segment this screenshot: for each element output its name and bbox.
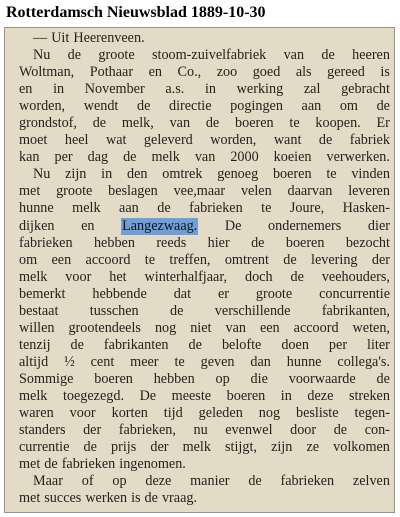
article-word: van [225, 319, 246, 336]
article-word: dier [367, 217, 390, 234]
article-word: hebben [93, 234, 135, 251]
article-word: Maar [33, 473, 63, 490]
article-word: Nu [33, 166, 51, 183]
article-line [19, 337, 390, 354]
article-word: manier [190, 473, 230, 490]
article-word: de [157, 200, 171, 217]
article-word: geleverd [143, 132, 193, 149]
article-word: willen [19, 319, 55, 336]
article-word: heeren [352, 47, 390, 64]
article-word: tusschen [89, 302, 139, 319]
article-word: genoeg [217, 166, 259, 183]
article-word: een [51, 251, 72, 268]
highlighted-word: Langezwaag. [122, 217, 198, 234]
article-word: te [144, 251, 156, 268]
article-word: Co., [177, 64, 202, 81]
article-word: de [290, 268, 304, 285]
article-word: accoord [85, 251, 131, 268]
article-word: korten [111, 405, 148, 422]
article-word: de [376, 370, 390, 387]
article-word: er [217, 285, 229, 302]
article-word: de [44, 456, 58, 473]
article-word: per [54, 149, 73, 166]
article-word: zijn [271, 439, 293, 456]
article-word: waren [19, 405, 54, 422]
article-word: moet [19, 132, 48, 149]
article-word: zal [303, 81, 321, 98]
article-word: in [280, 387, 292, 404]
article-word: zoo [216, 64, 238, 81]
article-word: bemerkt [19, 285, 66, 302]
article-line [19, 490, 390, 507]
article-word: hebbende [92, 285, 147, 302]
article-word: Nu [33, 47, 51, 64]
article-word: op [215, 370, 230, 387]
article-word: omtrent [224, 251, 269, 268]
article-word: boeren [235, 115, 274, 132]
article-word: daarvan [287, 183, 333, 200]
article-word: ze [306, 439, 320, 456]
article-word: boeren [226, 387, 266, 404]
article-line [19, 166, 390, 183]
article-line [19, 303, 390, 320]
article-word: de [123, 149, 137, 166]
article-word: liter [367, 336, 390, 353]
article-word: nu [193, 422, 208, 439]
article-word: boeren [272, 166, 312, 183]
article-word: Uit [51, 30, 70, 46]
article-line [19, 371, 390, 388]
article-word: reeds [156, 234, 187, 251]
article-word: omtrek [162, 166, 203, 183]
article-word: tegen- [354, 405, 390, 422]
article-word: werking [236, 81, 284, 98]
article-word: doen [281, 336, 309, 353]
article-word: fabriek [349, 132, 390, 149]
article-word: de [205, 115, 220, 132]
article-word: de [67, 47, 82, 64]
article-word: treffen, [169, 251, 211, 268]
article-word: melk [19, 387, 48, 404]
article-word: velen [240, 183, 272, 200]
article-word: De [224, 217, 242, 234]
article-word: Pothaar [89, 64, 134, 81]
page-title: Rotterdamsch Nieuwsblad 1889-10-30 [6, 4, 266, 21]
article-word: veehouders, [321, 268, 390, 285]
article-word: de [136, 98, 151, 115]
article-word: want [273, 132, 302, 149]
article-word: groote [56, 183, 93, 200]
article-word: fabrikanten [103, 336, 169, 353]
article-word: met [19, 490, 41, 507]
article-word: den [126, 166, 148, 183]
article-word: worden, [210, 132, 257, 149]
article-word: wendt [83, 98, 119, 115]
article-word: toegezegd. [62, 387, 124, 404]
article-line [19, 64, 390, 81]
article-word: ½ [64, 353, 75, 370]
article-word: zijn [65, 166, 87, 183]
article-word: koopen. [315, 115, 361, 132]
article-word: de [251, 234, 265, 251]
article-word: melk [19, 268, 48, 285]
article-word: collega's. [337, 353, 390, 370]
article-word: dijken [19, 217, 55, 234]
article-word: in [101, 166, 113, 183]
article-word: tenzij [19, 336, 51, 353]
article-line [19, 235, 390, 252]
article-word: om [19, 251, 38, 268]
article-word: streken [348, 387, 390, 404]
article-word: groote [255, 285, 293, 302]
article-word: hier [207, 234, 230, 251]
article-word: dan [250, 353, 271, 370]
article-word: stijgt, [225, 439, 257, 456]
article-word: volkomen [333, 439, 390, 456]
article-line [19, 388, 390, 405]
article-word: vraag. [161, 490, 198, 507]
article-word: door [290, 422, 317, 439]
article-word: doch [244, 268, 273, 285]
article-word: vinden [351, 166, 390, 183]
article-word: te [289, 115, 300, 132]
article-word: directie [168, 98, 212, 115]
article-word: en [148, 64, 162, 81]
article-word: is [131, 490, 141, 507]
article-word: bezocht [345, 234, 390, 251]
article-word: de [70, 336, 84, 353]
article-word: tijd [163, 405, 183, 422]
article-word: 2000 [230, 149, 259, 166]
article-word: bestaat [19, 302, 59, 319]
article-line [19, 422, 390, 439]
article-word: Heerenveen. [73, 30, 145, 46]
article-word: evenwel [225, 422, 273, 439]
article-word: prijs [111, 439, 137, 456]
article-line [19, 115, 390, 132]
article-word: kan [19, 149, 40, 166]
article-word: deze [145, 473, 172, 490]
article-line [19, 30, 390, 47]
article-word: meer [130, 353, 159, 370]
article-word: koeien [273, 149, 312, 166]
article-word: hunne [286, 353, 322, 370]
article-line [19, 47, 390, 64]
article-word: in [53, 81, 65, 98]
article-word: der [150, 439, 169, 456]
article-word: ingenomen. [119, 456, 186, 473]
article-line [19, 473, 390, 490]
article-word: winterhalfjaar, [144, 268, 228, 285]
article-word: fabrieken [19, 234, 73, 251]
article-word: geleden [198, 405, 243, 422]
article-word: November [84, 81, 145, 98]
article-word: con- [364, 422, 390, 439]
article-word: meeste [171, 387, 212, 404]
newspaper-clipping [4, 27, 395, 513]
article-word: aan [301, 98, 322, 115]
article-word: te [326, 166, 337, 183]
article-word: deze [307, 387, 334, 404]
article-word: besliste [295, 405, 339, 422]
article-word: grondstof, [19, 115, 77, 132]
article-word: geven [200, 353, 235, 370]
article-word: verwerken. [326, 149, 390, 166]
article-word: accoord [293, 319, 339, 336]
article-word: is [380, 64, 390, 81]
article-word: groote [98, 47, 135, 64]
article-word: beslagen [108, 183, 158, 200]
article-line [19, 405, 390, 422]
article-word: werken [85, 490, 128, 507]
article-line [19, 98, 390, 115]
article-word: fabrieken, [118, 422, 176, 439]
article-word: de [333, 422, 348, 439]
article-word: gereed [327, 64, 365, 81]
article-word: wat [105, 132, 127, 149]
article-word: boeren [285, 234, 325, 251]
article-word: de [318, 132, 333, 149]
article-line [19, 183, 390, 200]
article-word: van [194, 149, 216, 166]
article-word: niet [190, 319, 212, 336]
article-word: melk [72, 200, 101, 217]
article-word: verschillende [214, 302, 291, 319]
article-word: leveren [348, 183, 390, 200]
article-word: altijd [19, 353, 49, 370]
article-word: Er [376, 115, 390, 132]
article-word: De [139, 387, 157, 404]
article-word: te [174, 353, 185, 370]
article-word: en [19, 81, 33, 98]
article-word: ondernemers [268, 217, 342, 234]
article-word: Woltman, [19, 64, 75, 81]
article-line [19, 320, 390, 337]
article-word: standers [19, 422, 66, 439]
article-line [19, 439, 390, 456]
article-line [19, 456, 390, 473]
article-word: heel [64, 132, 89, 149]
article-word: gebracht [341, 81, 390, 98]
article-word: de [321, 47, 335, 64]
article-word: en [81, 217, 95, 234]
article-word: Joure, [289, 200, 325, 217]
article-word: die [250, 370, 268, 387]
article-word: de [144, 490, 158, 507]
article-word: nog [154, 319, 177, 336]
article-word: goed [252, 64, 281, 81]
article-word: weten, [352, 319, 390, 336]
article-word: hebben [153, 370, 195, 387]
article-line [19, 81, 390, 98]
article-line [19, 200, 390, 217]
article-word: hunne [19, 200, 54, 217]
article-word: voorwaarde [288, 370, 356, 387]
article-word: fabrieken [61, 456, 116, 473]
article-word: fabrieken [280, 473, 335, 490]
article-line [19, 218, 390, 235]
article-word: de [83, 439, 97, 456]
article-word: in [204, 81, 216, 98]
article-word: worden, [19, 98, 66, 115]
article-text [19, 30, 390, 507]
article-word: voor [69, 405, 96, 422]
article-word: succes [44, 490, 82, 507]
article-line [19, 269, 390, 286]
article-word: concurrentie [319, 285, 390, 302]
article-word: melk [182, 439, 211, 456]
article-word: als [295, 64, 312, 81]
article-word: het [109, 268, 127, 285]
article-word: dat [173, 285, 192, 302]
article-word: voor [65, 268, 92, 285]
article-line [19, 354, 390, 371]
article-word: zelven [352, 473, 390, 490]
article-word: met [19, 456, 41, 473]
article-word: currentie [19, 439, 70, 456]
article-word: melk, [121, 115, 154, 132]
article-word: een [259, 319, 280, 336]
article-word: — [33, 30, 48, 46]
article-word: cent [90, 353, 115, 370]
article-line [19, 149, 390, 166]
article-word: vee,maar [173, 183, 226, 200]
article-word: met [19, 183, 41, 200]
article-word: om [339, 98, 358, 115]
article-word: grootendeels [68, 319, 141, 336]
article-word: de [188, 336, 202, 353]
article-word: de [92, 115, 107, 132]
article-word: Hasken- [342, 200, 390, 217]
article-word: de [376, 98, 390, 115]
article-word: de [283, 251, 297, 268]
article-line [19, 252, 390, 269]
article-word: boeren [94, 370, 133, 387]
article-word: a.s. [165, 81, 185, 98]
article-word: aan [119, 200, 139, 217]
article-word: per [328, 336, 348, 353]
article-word: of [81, 473, 94, 490]
article-word: fabrikanten, [321, 302, 390, 319]
article-word: van [169, 115, 191, 132]
article-word: stoom-zuivelfabriek [151, 47, 267, 64]
article-word: levering [311, 251, 358, 268]
article-word: melk [151, 149, 180, 166]
article-word: der [371, 251, 390, 268]
article-line [19, 132, 390, 149]
article-word: van [283, 47, 305, 64]
article-line [19, 286, 390, 303]
article-word: de [248, 473, 262, 490]
article-word: te [261, 200, 272, 217]
article-word: dag [87, 149, 109, 166]
article-word: pogingen [230, 98, 283, 115]
article-word: der [83, 422, 102, 439]
article-word: nog [258, 405, 281, 422]
article-word: op [112, 473, 127, 490]
article-word: fabrieken [189, 200, 243, 217]
article-word: Sommige [19, 370, 74, 387]
article-word: de [170, 302, 184, 319]
article-word: belofte [221, 336, 262, 353]
